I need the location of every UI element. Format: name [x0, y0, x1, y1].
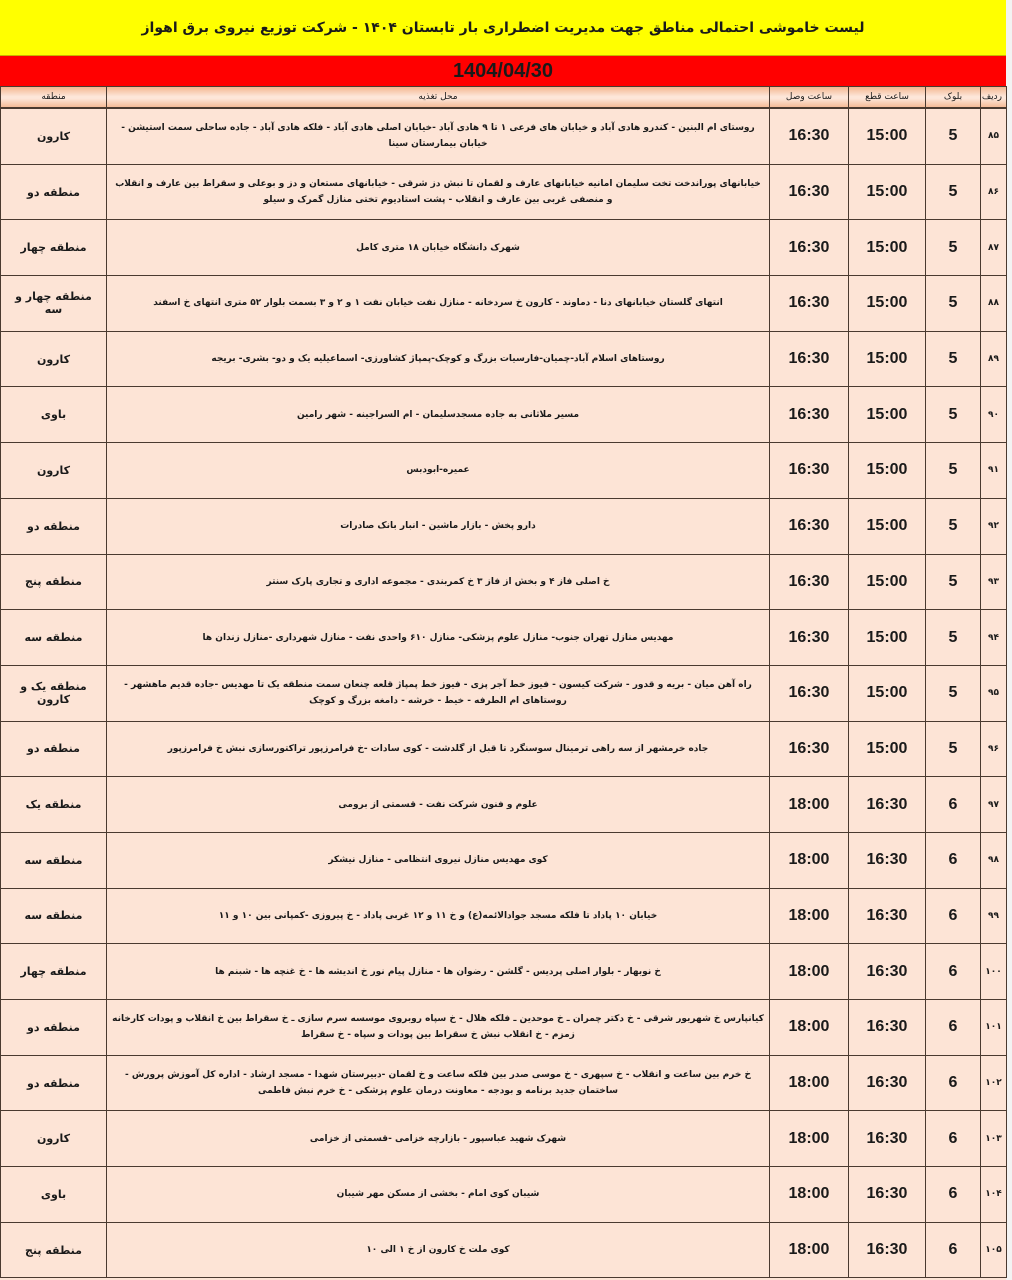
table-cell-reconnect-time: 16:30 — [770, 164, 849, 220]
table-cell-row-number: ۹۸ — [981, 832, 1007, 888]
table-cell-row-number: ۱۰۰ — [981, 944, 1007, 1000]
table-cell-block: 5 — [926, 387, 981, 443]
table-row — [1, 1000, 1007, 1056]
table-row — [1, 276, 1007, 332]
table-row — [1, 1222, 1007, 1278]
table-cell-block: 6 — [926, 888, 981, 944]
table-cell-block: 5 — [926, 443, 981, 499]
table-row — [1, 721, 1007, 777]
table-cell-block: 5 — [926, 108, 981, 164]
header-region: منطقه — [1, 87, 107, 109]
table-cell-location: خیابان ۱۰ پاداد تا فلکه مسجد جوادالائمه(ع) و خ ۱۱ و ۱۲ غربی پاداد - خ پیروزی -کمپانی بین ۱۰ و ۱۱ — [107, 888, 770, 944]
table-row — [1, 944, 1007, 1000]
table-cell-block: 5 — [926, 721, 981, 777]
table-cell-reconnect-time: 16:30 — [770, 108, 849, 164]
table-cell-block: 6 — [926, 1222, 981, 1278]
table-row — [1, 331, 1007, 387]
table-cell-location: خ نوبهار - بلوار اصلی پردیس - گلشن - رضوان ها - منازل پیام نور خ اندیشه ها - خ غنچه ها - شبنم ها — [107, 944, 770, 1000]
table-row — [1, 665, 1007, 721]
table-cell-block: 5 — [926, 276, 981, 332]
table-cell-block: 6 — [926, 944, 981, 1000]
table-cell-reconnect-time: 16:30 — [770, 498, 849, 554]
table-cell-row-number: ۱۰۳ — [981, 1111, 1007, 1167]
table-cell-block: 5 — [926, 610, 981, 666]
table-cell-cut-time: 15:00 — [849, 164, 926, 220]
table-cell-cut-time: 15:00 — [849, 498, 926, 554]
table-row — [1, 554, 1007, 610]
table-cell-location: روستای ام البنین - کندرو هادی آباد و خیابان های فرعی ۱ تا ۹ هادی آباد -خیابان اصلی هادی آباد - فلکه هادی آباد - جاده ساحلی سمت استیشن - خیابان بیمارستان سینا — [107, 108, 770, 164]
table-cell-region: کارون — [1, 331, 107, 387]
table-cell-cut-time: 16:30 — [849, 944, 926, 1000]
table-cell-row-number: ۹۴ — [981, 610, 1007, 666]
table-cell-row-number: ۹۶ — [981, 721, 1007, 777]
table-cell-region: منطقه سه — [1, 832, 107, 888]
table-cell-location: شیبان کوی امام - بخشی از مسکن مهر شیبان — [107, 1167, 770, 1223]
table-cell-region: منطقه دو — [1, 1000, 107, 1056]
table-cell-location: علوم و فنون شرکت نفت - قسمتی از برومی — [107, 777, 770, 833]
table-cell-region: باوی — [1, 1167, 107, 1223]
table-cell-row-number: ۸۸ — [981, 276, 1007, 332]
table-row — [1, 777, 1007, 833]
table-cell-region: منطقه چهار و سه — [1, 276, 107, 332]
table-cell-cut-time: 16:30 — [849, 888, 926, 944]
table-cell-row-number: ۹۲ — [981, 498, 1007, 554]
header-cut-time: ساعت قطع — [849, 87, 926, 109]
table-cell-cut-time: 16:30 — [849, 1111, 926, 1167]
table-row — [1, 164, 1007, 220]
document-title: لیست خاموشی احتمالی مناطق جهت مدیریت اضطراری بار تابستان ۱۴۰۴ - شرکت توزیع نیروی برق اهواز — [0, 0, 1006, 56]
table-cell-reconnect-time: 18:00 — [770, 832, 849, 888]
table-cell-block: 6 — [926, 1055, 981, 1111]
outage-table — [0, 86, 1007, 1278]
table-cell-cut-time: 16:30 — [849, 1000, 926, 1056]
table-cell-region: منطقه یک و کارون — [1, 665, 107, 721]
table-cell-block: 6 — [926, 1000, 981, 1056]
table-cell-block: 6 — [926, 832, 981, 888]
table-cell-row-number: ۹۰ — [981, 387, 1007, 443]
table-cell-location: خ خرم بین ساعت و انقلاب - خ سپهری - خ موسی صدر بین فلکه ساعت و خ لقمان -دبیرستان شهدا - مسجد ارشاد - اداره کل آموزش پرورش - ساختمان جدید برنامه و بودجه - معاونت درمان علوم پزشکی - خ خرم نبش فاطمی — [107, 1055, 770, 1111]
table-cell-reconnect-time: 16:30 — [770, 554, 849, 610]
table-cell-cut-time: 16:30 — [849, 777, 926, 833]
table-cell-region: منطقه پنج — [1, 554, 107, 610]
table-row — [1, 1111, 1007, 1167]
table-cell-reconnect-time: 16:30 — [770, 387, 849, 443]
table-cell-region: منطقه یک — [1, 777, 107, 833]
table-row — [1, 888, 1007, 944]
table-cell-reconnect-time: 16:30 — [770, 610, 849, 666]
table-cell-cut-time: 15:00 — [849, 108, 926, 164]
table-cell-location: انتهای گلستان خیابانهای دنا - دماوند - کارون خ سردخانه - منازل نفت خیابان نفت ۱ و ۲ و ۳ بسمت بلوار ۵۲ متری انتهای خ اسفند — [107, 276, 770, 332]
table-cell-block: 5 — [926, 220, 981, 276]
table-cell-reconnect-time: 16:30 — [770, 331, 849, 387]
table-cell-row-number: ۱۰۵ — [981, 1222, 1007, 1278]
table-cell-reconnect-time: 18:00 — [770, 1000, 849, 1056]
table-cell-reconnect-time: 18:00 — [770, 777, 849, 833]
table-cell-cut-time: 15:00 — [849, 721, 926, 777]
table-cell-block: 5 — [926, 498, 981, 554]
table-cell-reconnect-time: 16:30 — [770, 665, 849, 721]
table-cell-reconnect-time: 18:00 — [770, 888, 849, 944]
table-cell-region: کارون — [1, 108, 107, 164]
table-row — [1, 220, 1007, 276]
table-cell-block: 5 — [926, 331, 981, 387]
table-cell-region: کارون — [1, 443, 107, 499]
table-cell-block: 6 — [926, 1167, 981, 1223]
table-cell-reconnect-time: 16:30 — [770, 721, 849, 777]
table-cell-location: دارو پخش - بازار ماشین - انبار بانک صادرات — [107, 498, 770, 554]
header-reconnect-time: ساعت وصل — [770, 87, 849, 109]
table-cell-reconnect-time: 16:30 — [770, 220, 849, 276]
table-cell-location: کوی ملت خ کارون از خ ۱ الی ۱۰ — [107, 1222, 770, 1278]
table-cell-block: 6 — [926, 777, 981, 833]
table-cell-block: 6 — [926, 1111, 981, 1167]
table-cell-cut-time: 16:30 — [849, 1167, 926, 1223]
table-cell-row-number: ۹۹ — [981, 888, 1007, 944]
table-cell-region: منطقه پنج — [1, 1222, 107, 1278]
table-cell-row-number: ۸۷ — [981, 220, 1007, 276]
table-cell-row-number: ۱۰۱ — [981, 1000, 1007, 1056]
header-row-number: ردیف — [981, 87, 1007, 109]
table-cell-block: 5 — [926, 554, 981, 610]
table-cell-region: منطقه دو — [1, 1055, 107, 1111]
table-cell-cut-time: 15:00 — [849, 331, 926, 387]
table-row — [1, 1055, 1007, 1111]
table-cell-row-number: ۱۰۲ — [981, 1055, 1007, 1111]
table-cell-cut-time: 16:30 — [849, 1222, 926, 1278]
table-cell-cut-time: 15:00 — [849, 610, 926, 666]
header-location: محل تغذیه — [107, 87, 770, 109]
table-cell-region: منطقه دو — [1, 498, 107, 554]
table-row — [1, 498, 1007, 554]
table-cell-cut-time: 15:00 — [849, 220, 926, 276]
table-cell-block: 5 — [926, 164, 981, 220]
table-cell-region: منطقه چهار — [1, 944, 107, 1000]
table-cell-row-number: ۸۶ — [981, 164, 1007, 220]
table-row — [1, 832, 1007, 888]
table-cell-region: منطقه دو — [1, 164, 107, 220]
table-row — [1, 108, 1007, 164]
table-cell-row-number: ۹۷ — [981, 777, 1007, 833]
table-header-row — [1, 87, 1007, 109]
table-cell-reconnect-time: 16:30 — [770, 276, 849, 332]
table-cell-region: منطقه چهار — [1, 220, 107, 276]
table-cell-location: شهرک دانشگاه خیابان ۱۸ متری کامل — [107, 220, 770, 276]
table-cell-location: مسیر ملاثانی به جاده مسجدسلیمان - ام السراجینه - شهر رامین — [107, 387, 770, 443]
table-cell-reconnect-time: 18:00 — [770, 1222, 849, 1278]
schedule-date: 1404/04/30 — [0, 56, 1006, 86]
table-row — [1, 387, 1007, 443]
table-cell-location: مهدیس منازل تهران جنوب- منازل علوم پزشکی- منازل ۶۱۰ واحدی نفت - منازل شهرداری -منازل زندان ها — [107, 610, 770, 666]
table-cell-reconnect-time: 16:30 — [770, 443, 849, 499]
table-cell-region: منطقه سه — [1, 610, 107, 666]
table-cell-row-number: ۸۵ — [981, 108, 1007, 164]
table-cell-cut-time: 15:00 — [849, 443, 926, 499]
table-cell-region: منطقه سه — [1, 888, 107, 944]
table-cell-location: جاده خرمشهر از سه راهی ترمینال سوسنگرد تا قبل از گلدشت - کوی سادات -خ فرامرزپور تراکتورسازی نبش خ فرامرزپور — [107, 721, 770, 777]
table-cell-location: کوی مهدیس منازل نیروی انتظامی - منازل نیشکر — [107, 832, 770, 888]
table-cell-location: خ اصلی فاز ۴ و بخش از فاز ۳ خ کمربندی - مجموعه اداری و تجاری پارک سنتر — [107, 554, 770, 610]
table-cell-row-number: ۹۱ — [981, 443, 1007, 499]
table-cell-reconnect-time: 18:00 — [770, 944, 849, 1000]
table-cell-region: منطقه دو — [1, 721, 107, 777]
table-cell-reconnect-time: 18:00 — [770, 1055, 849, 1111]
table-cell-reconnect-time: 18:00 — [770, 1111, 849, 1167]
table-cell-cut-time: 16:30 — [849, 1055, 926, 1111]
table-cell-region: باوی — [1, 387, 107, 443]
table-row — [1, 1167, 1007, 1223]
table-cell-location: راه آهن میان - بریه و قدور - شرکت کیسون - فیوز خط آجر پزی - فیوز خط پمپاژ قلعه چنعان سمت منطقه یک تا مهدیس -جاده قدیم ماهشهر - روستاهای ام الطرفه - خیط - خرشه - دامغه بزرگ و کوچک — [107, 665, 770, 721]
table-cell-location: کیانپارس خ شهریور شرقی - خ دکتر چمران ـ خ موحدین ـ فلکه هلال - خ سپاه روبروی موسسه سرم سازی ـ خ سقراط بین خ انقلاب و پودات کارخانه زمزم - خ انقلاب نبش خ سقراط بین پودات و سپاه - خ سقراط — [107, 1000, 770, 1056]
table-cell-location: عمیره-ابودبس — [107, 443, 770, 499]
table-cell-location: شهرک شهید عباسپور - بازارچه خزامی -قسمتی از خزامی — [107, 1111, 770, 1167]
table-cell-row-number: ۸۹ — [981, 331, 1007, 387]
table-row — [1, 610, 1007, 666]
header-block: بلوک — [926, 87, 981, 109]
table-cell-cut-time: 16:30 — [849, 832, 926, 888]
table-cell-cut-time: 15:00 — [849, 276, 926, 332]
table-cell-location: خیابانهای پوراندخت تخت سلیمان امانیه خیابانهای عارف و لقمان تا نبش دز شرقی - خیابانهای مستعان و دز و بوعلی و سقراط بین عارف و انقلاب و منصفی غربی بین عارف و انقلاب - پشت استادیوم تختی منازل گمرک و سیلو — [107, 164, 770, 220]
table-cell-row-number: ۱۰۴ — [981, 1167, 1007, 1223]
table-cell-region: کارون — [1, 1111, 107, 1167]
table-cell-row-number: ۹۵ — [981, 665, 1007, 721]
table-cell-cut-time: 15:00 — [849, 665, 926, 721]
table-cell-row-number: ۹۳ — [981, 554, 1007, 610]
table-cell-cut-time: 15:00 — [849, 554, 926, 610]
table-cell-location: روستاهای اسلام آباد-چمیان-فارسیات بزرگ و کوچک-پمپاژ کشاورزی- اسماعیلیه یک و دو- بشری- بریجه — [107, 331, 770, 387]
table-cell-cut-time: 15:00 — [849, 387, 926, 443]
table-cell-block: 5 — [926, 665, 981, 721]
table-cell-reconnect-time: 18:00 — [770, 1167, 849, 1223]
table-row — [1, 443, 1007, 499]
